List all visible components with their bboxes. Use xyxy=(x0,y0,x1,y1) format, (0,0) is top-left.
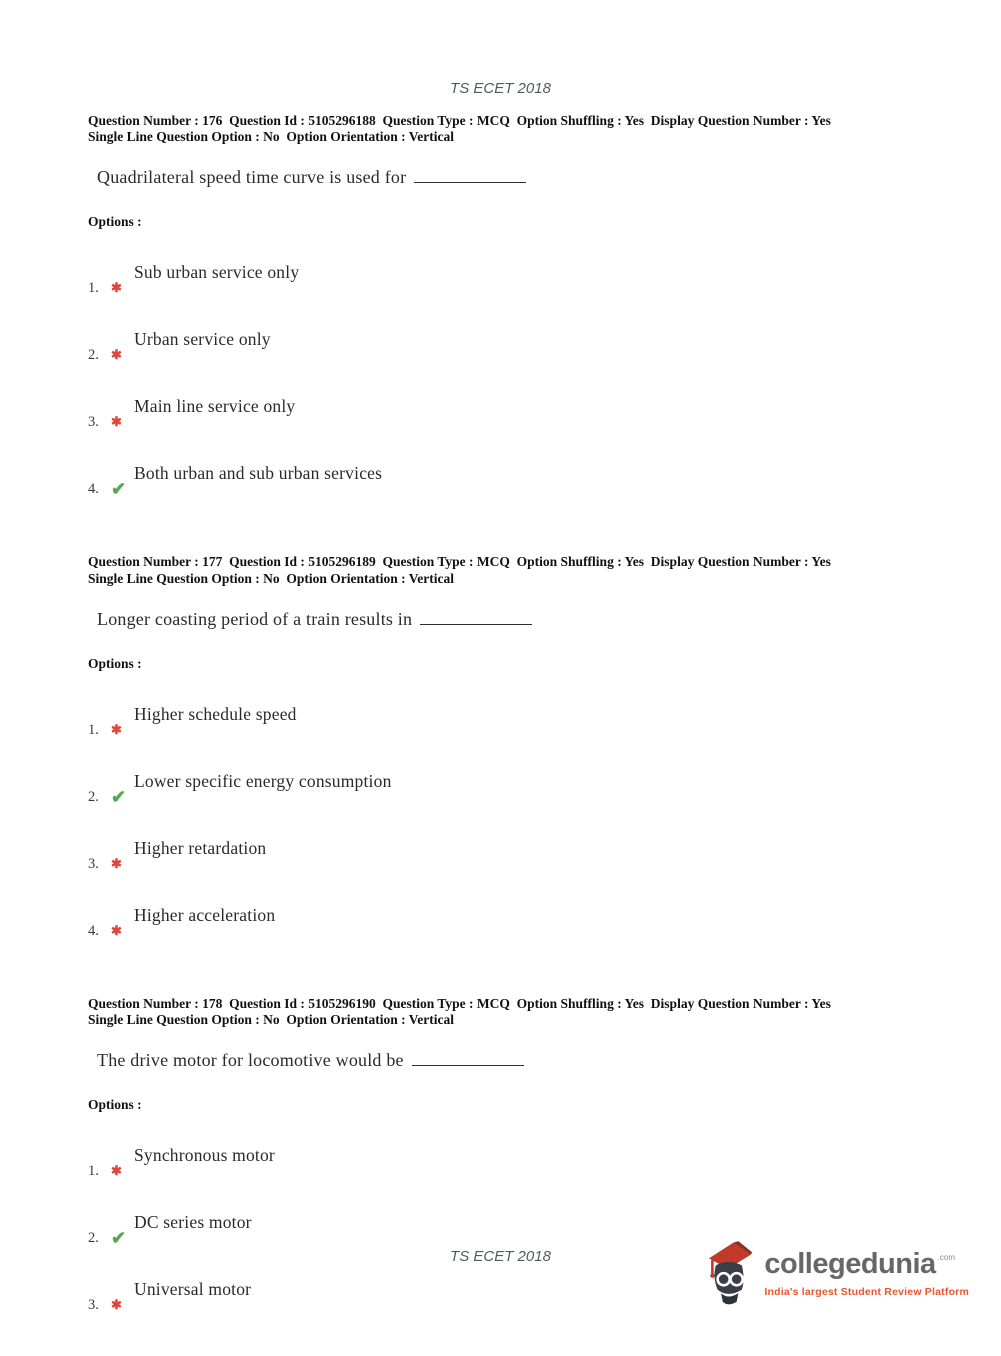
options-label: Options : xyxy=(88,655,142,671)
wrong-answer-icon: ✱ xyxy=(111,280,122,296)
option-row xyxy=(88,892,913,940)
option-number: 1. xyxy=(88,721,99,738)
answer-blank xyxy=(414,169,526,183)
brand-name: collegedunia xyxy=(764,1248,936,1280)
question-text xyxy=(88,609,913,630)
option-row xyxy=(88,316,913,364)
answer-blank xyxy=(420,611,532,625)
wrong-answer-icon: ✱ xyxy=(111,1163,122,1179)
option-text: Sub urban service only xyxy=(134,262,300,283)
option-text: Synchronous motor xyxy=(134,1145,275,1166)
option-number: 4. xyxy=(88,922,99,939)
brand-tagline: India's largest Student Review Platform xyxy=(764,1286,969,1298)
question-block xyxy=(88,113,913,498)
option-row xyxy=(88,383,913,431)
option-text: Lower specific energy consumption xyxy=(134,770,392,791)
collegedunia-logo xyxy=(702,1238,969,1310)
page-footer-title: TS ECET 2018 xyxy=(450,1248,551,1265)
questions-container xyxy=(0,113,1001,1314)
option-number: 4. xyxy=(88,481,99,498)
option-number: 2. xyxy=(88,788,99,805)
question-text-content: The drive motor for locomotive would be xyxy=(97,1050,404,1071)
question-text xyxy=(88,1050,913,1071)
logo-text-column xyxy=(764,1250,969,1298)
option-number: 2. xyxy=(88,347,99,364)
question-text xyxy=(88,167,913,188)
question-meta-line-1: Question Number : 178 Question Id : 5105296190 Question Type : MCQ Option Shuffling : Yes Display Question Number : Yes xyxy=(88,995,831,1011)
question-text-content: Longer coasting period of a train results in xyxy=(97,608,413,629)
option-text: Both urban and sub urban services xyxy=(134,463,383,484)
option-row xyxy=(88,1132,913,1180)
brand-suffix: .com xyxy=(937,1253,956,1262)
question-meta-line-1: Question Number : 177 Question Id : 5105296189 Question Type : MCQ Option Shuffling : Yes Display Question Number : Yes xyxy=(88,554,831,570)
collegedunia-mascot-icon xyxy=(702,1238,754,1310)
wrong-answer-icon: ✱ xyxy=(111,347,122,363)
correct-answer-icon: ✔ xyxy=(111,1228,127,1249)
option-text: Higher retardation xyxy=(134,837,267,858)
wrong-answer-icon: ✱ xyxy=(111,721,122,737)
question-meta-line-1: Question Number : 176 Question Id : 5105296188 Question Type : MCQ Option Shuffling : Yes Display Question Number : Yes xyxy=(88,113,831,128)
option-number: 3. xyxy=(88,414,99,431)
answer-blank xyxy=(412,1052,524,1066)
question-meta-line-2: Single Line Question Option : No Option Orientation : Vertical xyxy=(88,570,455,586)
option-text: DC series motor xyxy=(134,1212,252,1233)
question-meta-line-2: Single Line Question Option : No Option Orientation : Vertical xyxy=(88,1011,455,1027)
wrong-answer-icon: ✱ xyxy=(111,414,122,430)
wrong-answer-icon: ✱ xyxy=(111,922,122,938)
option-text: Higher schedule speed xyxy=(134,703,297,724)
option-number: 2. xyxy=(88,1230,99,1247)
correct-answer-icon: ✔ xyxy=(111,786,127,807)
question-block xyxy=(88,554,913,939)
option-row xyxy=(88,825,913,873)
option-text: Higher acceleration xyxy=(134,904,276,925)
question-meta-line-2: Single Line Question Option : No Option Orientation : Vertical xyxy=(88,129,455,145)
option-text: Urban service only xyxy=(134,329,271,350)
wrong-answer-icon: ✱ xyxy=(111,855,122,871)
option-row xyxy=(88,758,913,806)
option-number: 3. xyxy=(88,855,99,872)
page-header-title: TS ECET 2018 xyxy=(450,80,551,97)
correct-answer-icon: ✔ xyxy=(111,479,127,500)
option-number: 3. xyxy=(88,1297,99,1314)
brand-line xyxy=(764,1250,969,1279)
wrong-answer-icon: ✱ xyxy=(111,1297,122,1313)
options-label: Options : xyxy=(88,214,142,230)
option-number: 1. xyxy=(88,1163,99,1180)
options-label: Options : xyxy=(88,1097,142,1113)
option-text: Main line service only xyxy=(134,396,296,417)
option-text: Universal motor xyxy=(134,1279,252,1300)
option-number: 1. xyxy=(88,280,99,297)
option-row xyxy=(88,450,913,498)
option-row xyxy=(88,691,913,739)
question-text-content: Quadrilateral speed time curve is used for xyxy=(97,167,407,188)
option-row xyxy=(88,249,913,297)
